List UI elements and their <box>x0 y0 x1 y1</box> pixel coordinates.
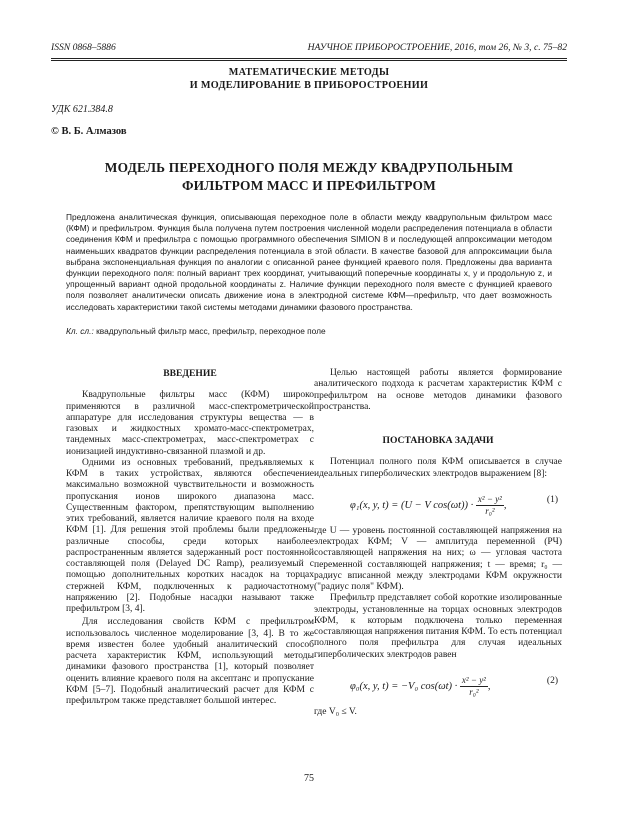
equation-2-number: (2) <box>546 675 558 686</box>
intro-paragraph-1: Квадрупольные фильтры масс (КФМ) широко применяются в различной масс-спектрометрической аппаратуре для исследования структуры вещества — в газовых и жидкостных хромато-масс-спектрометрах, тандемных масс-спектрометрах, масс-спектрометрах с ионизацией индуктивно-связанной плазмой и др. <box>66 390 314 457</box>
problem-paragraph-1: Потенциал полного поля КФМ описывается в случае идеальных гиперболических электродов выражением [8]: <box>314 457 562 479</box>
header-double-rule <box>51 58 567 61</box>
right-column <box>314 368 562 718</box>
equation-1-number: (1) <box>546 494 558 505</box>
title-line-1: МОДЕЛЬ ПЕРЕХОДНОГО ПОЛЯ МЕЖДУ КВАДРУПОЛЬНЫМ <box>104 160 514 175</box>
keywords-text: квадрупольный фильтр масс, префильтр, переходное поле <box>93 326 326 336</box>
title-line-2: ФИЛЬТРОМ МАСС И ПРЕФИЛЬТРОМ <box>181 178 437 193</box>
problem-paragraph-2: где U — уровень постоянной составляющей напряжения на электродах КФМ; V — амплитуда переменной (РЧ) составляющей напряжения на них; ω — угловая частота переменной составляющей напряжения; t — время; r₀ — радиус вписанной между электродами КФМ окружности ("радиус поля" КФМ). <box>314 525 562 592</box>
section-line-1: МАТЕМАТИЧЕСКИЕ МЕТОДЫ <box>228 67 390 78</box>
udk-code: УДК 621.384.8 <box>51 104 113 115</box>
equation-2-tail: , <box>487 680 491 692</box>
equation-2-denominator: r₀² <box>469 686 479 697</box>
equation-1-numerator: x² − y² <box>477 493 502 504</box>
equation-1-formula <box>350 494 507 517</box>
keywords <box>66 326 552 336</box>
equation-1 <box>314 486 562 520</box>
page-number: 75 <box>304 773 314 784</box>
keywords-label: Кл. сл.: <box>66 326 94 336</box>
problem-paragraph-4: где V₀ ≤ V. <box>314 706 357 717</box>
equation-1-denominator: r₀² <box>485 505 495 516</box>
equation-1-lhs: φ₁(x, y, t) = (U − V cos(ωt)) · <box>350 499 474 511</box>
equation-2-lhs: φ₀(x, y, t) = −V₀ cos(ωt) · <box>350 680 458 692</box>
equation-2-formula <box>350 675 491 698</box>
journal-citation: НАУЧНОЕ ПРИБОРОСТРОЕНИЕ, 2016, том 26, № 3, с. 75–82 <box>307 42 567 53</box>
problem-heading: ПОСТАНОВКА ЗАДАЧИ <box>382 435 494 446</box>
journal-section <box>60 66 558 92</box>
left-column <box>66 368 314 707</box>
author: © В. Б. Алмазов <box>51 126 127 137</box>
problem-paragraph-3: Префильтр представляет собой короткие изолированные электроды, установленные на торцах основных электродов КФМ, к которым подключена только переменная составляющая напряжения питания КФМ. То есть потенциал полного поля префильтра для случая идеальных гиперболических электродов равен <box>314 593 562 660</box>
abstract: Предложена аналитическая функция, описывающая переходное поле в области между квадрупольным фильтром масс (КФМ) и префильтром. Функция была получена путем построения численной модели распределения потенциала в области соединения КФМ и префильтра с помощью программного обеспечения SIMION 8 и последующей аппроксимации методом наименьших квадратов функции распределения потенциала в этой области. В качестве базовой для аппроксимации была выбрана экспоненциальная функция по аналогии с описанной ранее функцией краевого поля. Предложены два варианта функции переходного поля: полный вариант трех координат, учитывающий поперечные координаты x, y и продольную z, и упрощенный вариант одной продольной координаты z. Наличие функции переходного поля вместе с функцией краевого поля позволяет аналитически описать движение иона в электродной системе КФМ—префильтр, что дает возможность исследовать характеристики такой системы методами динамики фазового пространства. <box>66 212 552 312</box>
equation-2 <box>314 667 562 701</box>
running-header <box>51 42 567 56</box>
equation-2-numerator: x² − y² <box>461 674 486 685</box>
goal-paragraph: Целью настоящей работы является формирование аналитического подхода к расчетам характеристик КФМ с префильтром на основе методов динамики фазового пространства. <box>314 368 562 412</box>
intro-heading: ВВЕДЕНИЕ <box>163 368 217 379</box>
intro-paragraph-2: Одними из основных требований, предъявляемых к КФМ в таких устройствах, являются обеспечение максимально возможной чувствительности и возможность пропускания ионов широкого диапазона масс. Существенным фактором, препятствующим выполнению этих требований, является наличие краевого поля на входе КФМ [1]. Для решения этой проблемы были предложены различные способы, среди которых наиболее распространенным является задержанный рост постоянной составляющей поля (Delayed DC Ramp), реализуемый с помощью дополнительных коротких насадок на торцах стержней КФМ, подключенных к радиочастотному напряжению [2]. Подобные насадки называют также префильтром [3, 4]. <box>66 457 314 614</box>
equation-2-fraction <box>460 675 488 698</box>
article-title <box>50 159 568 195</box>
issn: ISSN 0868–5886 <box>51 42 116 53</box>
intro-paragraph-3: Для исследования свойств КФМ с префильтром использовалось численное моделирование [3, 4]. В то же время известен более удобный аналитический способ расчета характеристик КФМ, использующий методы динамики фазового пространства [1], который позволяет оценить влияние краевого поля на аксептанс и пропускание КФМ [5–7]. Подобный аналитический расчет для КФМ с префильтром также представляет большой интерес. <box>66 617 314 706</box>
equation-1-tail: , <box>503 499 507 511</box>
equation-1-fraction <box>476 494 504 517</box>
section-line-2: И МОДЕЛИРОВАНИЕ В ПРИБОРОСТРОЕНИИ <box>189 80 429 91</box>
